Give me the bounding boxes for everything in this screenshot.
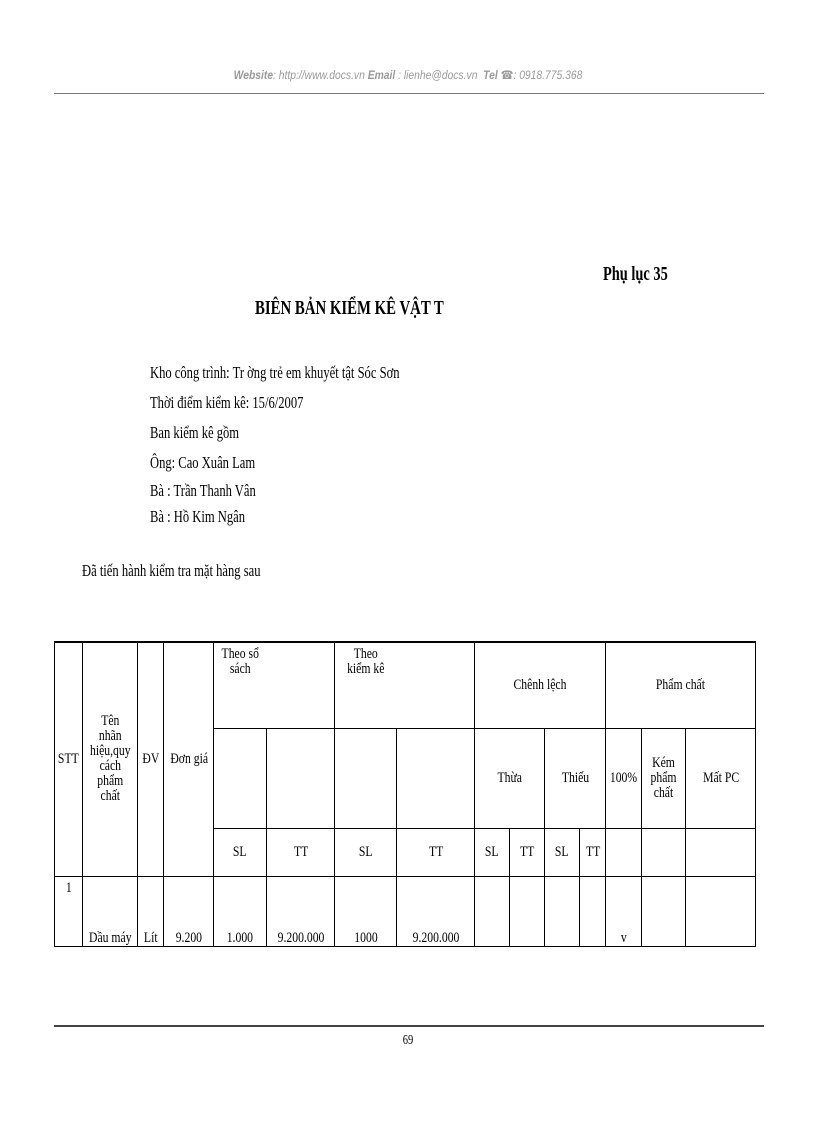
cell-book-sl: 1.000 (214, 876, 267, 946)
header-surplus: Thừa (475, 728, 545, 828)
cell-stt: 1 (55, 876, 83, 946)
cell-count-tt: 9.200.000 (397, 876, 475, 946)
cell-name: Dầu máy (82, 876, 138, 946)
header-surplus-sl: SL (475, 828, 510, 876)
page-number: 69 (402, 1033, 414, 1048)
header-shortage-sl: SL (545, 828, 580, 876)
cell-price: 9.200 (164, 876, 214, 946)
header-rule (54, 93, 764, 94)
header-surplus-tt: TT (510, 828, 545, 876)
header-diff: Chênh lệch (475, 642, 606, 728)
header-q-poor: Kém phẩm chất (642, 728, 686, 828)
member-3: Bà : Hồ Kim Ngân (150, 507, 246, 526)
email-address: : lienhe@docs.vn (395, 68, 478, 82)
header-book-sl: SL (214, 828, 267, 876)
table-row (55, 876, 756, 946)
time-line: Thời điểm kiểm kê: 15/6/2007 (150, 393, 304, 412)
website-url: : http://www.docs.vn (273, 68, 365, 82)
tel-label: Tel (483, 68, 498, 82)
header-shortage: Thiếu (545, 728, 606, 828)
inventory-table (54, 641, 756, 947)
header-book-tt: TT (267, 828, 335, 876)
tel-number: : 0918.775.368 (513, 68, 583, 82)
cell-book-tt: 9.200.000 (267, 876, 335, 946)
footer-rule (54, 1025, 764, 1027)
inventory-info (150, 358, 400, 530)
header-name: Tên nhãn hiệu,quy cách phẩm chất (82, 642, 138, 876)
header-shortage-tt: TT (580, 828, 606, 876)
header-quality: Phẩm chất (606, 642, 756, 728)
header-counted: Theo kiểm kê (335, 642, 397, 728)
header-count-tt: TT (397, 828, 475, 876)
header-price: Đơn giá (164, 642, 214, 876)
appendix-label: Phụ lục 35 (603, 263, 668, 285)
header-stt: STT (55, 642, 83, 876)
document-title: BIÊN BẢN KIỂM KÊ VẬT T (255, 297, 444, 319)
header-q100: 100% (606, 728, 642, 828)
cell-count-sl: 1000 (335, 876, 397, 946)
page-header (57, 68, 759, 82)
header-unit: ĐV (138, 642, 164, 876)
cell-unit: Lít (138, 876, 164, 946)
phone-icon: ☎ (500, 68, 514, 82)
member-2: Bà : Trần Thanh Vân (150, 481, 256, 500)
cell-q100: v (606, 876, 642, 946)
member-1: Ông: Cao Xuân Lam (150, 453, 256, 472)
board-line: Ban kiểm kê gồm (150, 423, 240, 442)
email-label: Email (367, 68, 396, 82)
header-q-lost: Mất PC (686, 728, 756, 828)
header-book: Theo sổ sách (214, 642, 267, 728)
website-label: Website (233, 68, 274, 82)
site-line: Kho công trình: Tr ờng trẻ em khuyết tật Sóc Sơn (150, 363, 400, 382)
lead-text: Đã tiến hành kiểm tra mặt hàng sau (82, 561, 261, 580)
header-count-sl: SL (335, 828, 397, 876)
